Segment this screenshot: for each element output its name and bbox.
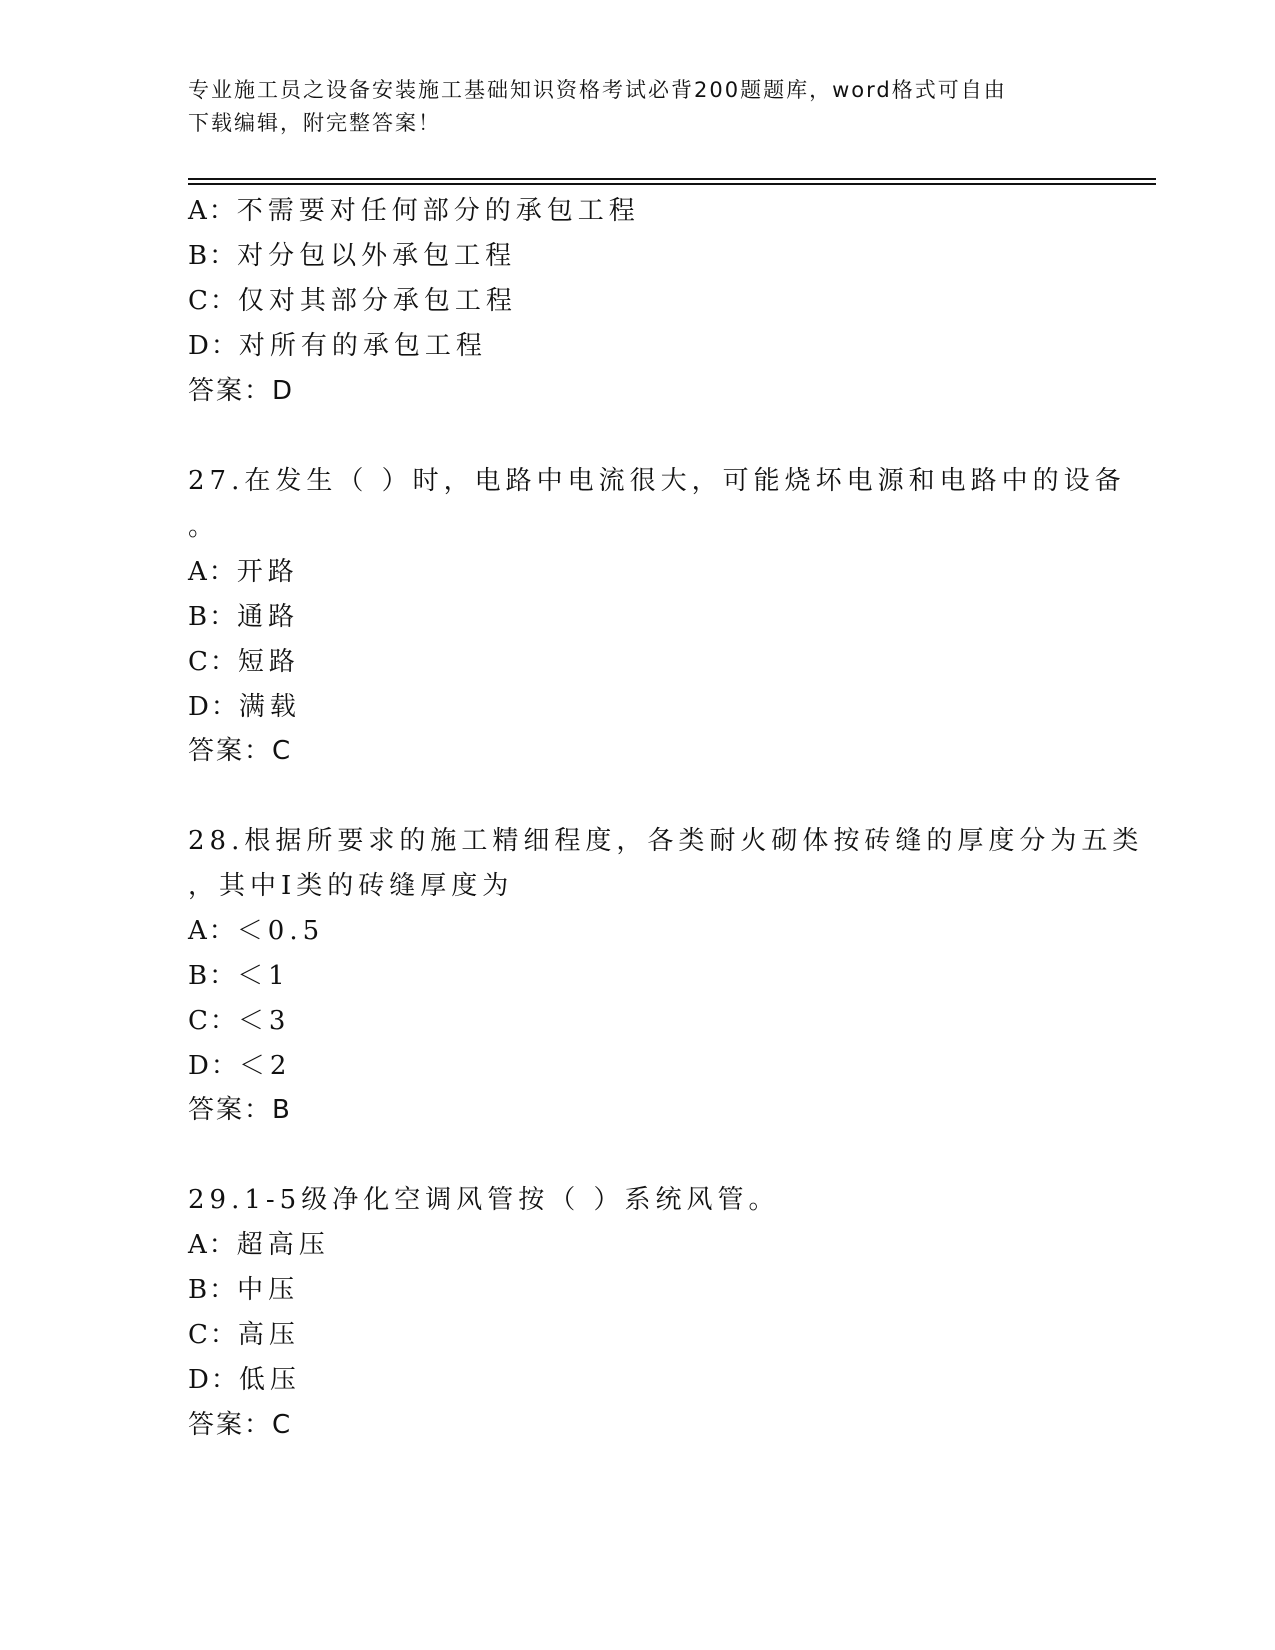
q28-question-line-1: 28.根据所要求的施工精细程度，各类耐火砌体按砖缝的厚度分为五类 [188, 826, 1144, 856]
q28-option-a: A：＜0.5 [188, 916, 325, 946]
q29-answer: 答案：C [188, 1410, 293, 1440]
q27-option-a: A：开路 [188, 557, 299, 587]
header-line-1: 专业施工员之设备安装施工基础知识资格考试必背200题题库，word格式可自由 [188, 78, 1007, 102]
q26-option-c: C：仅对其部分承包工程 [188, 286, 517, 316]
q26-option-a: A：不需要对任何部分的承包工程 [188, 196, 640, 226]
q27-option-b: B：通路 [188, 602, 300, 632]
q27-question-line-1: 27.在发生（ ）时，电路中电流很大，可能烧坏电源和电路中的设备 [188, 466, 1126, 496]
header-divider-top [188, 178, 1156, 180]
q28-option-b: B：＜1 [188, 961, 290, 991]
document-header [188, 74, 1088, 140]
q27-question-line-2: 。 [188, 512, 220, 542]
q28-option-c: C：＜3 [188, 1006, 291, 1036]
q28-answer: 答案：B [188, 1095, 292, 1125]
header-line-2: 下载编辑，附完整答案！ [188, 111, 441, 135]
q29-option-a: A：超高压 [188, 1230, 330, 1260]
q27-option-c: C：短路 [188, 647, 300, 677]
q29-question-line-1: 29.1-5级净化空调风管按（ ）系统风管。 [188, 1185, 780, 1215]
header-divider-bottom [188, 183, 1156, 185]
q27-option-d: D：满载 [188, 692, 301, 722]
q29-option-b: B：中压 [188, 1275, 300, 1305]
q26-option-b: B：对分包以外承包工程 [188, 241, 517, 271]
q28-question-line-2: ，其中Ⅰ类的砖缝厚度为 [188, 871, 514, 901]
q26-answer: 答案：D [188, 376, 295, 406]
q29-option-d: D：低压 [188, 1365, 301, 1395]
q26-option-d: D：对所有的承包工程 [188, 331, 487, 361]
q29-option-c: C：高压 [188, 1320, 300, 1350]
q28-option-d: D：＜2 [188, 1051, 292, 1081]
q27-answer: 答案：C [188, 736, 293, 766]
